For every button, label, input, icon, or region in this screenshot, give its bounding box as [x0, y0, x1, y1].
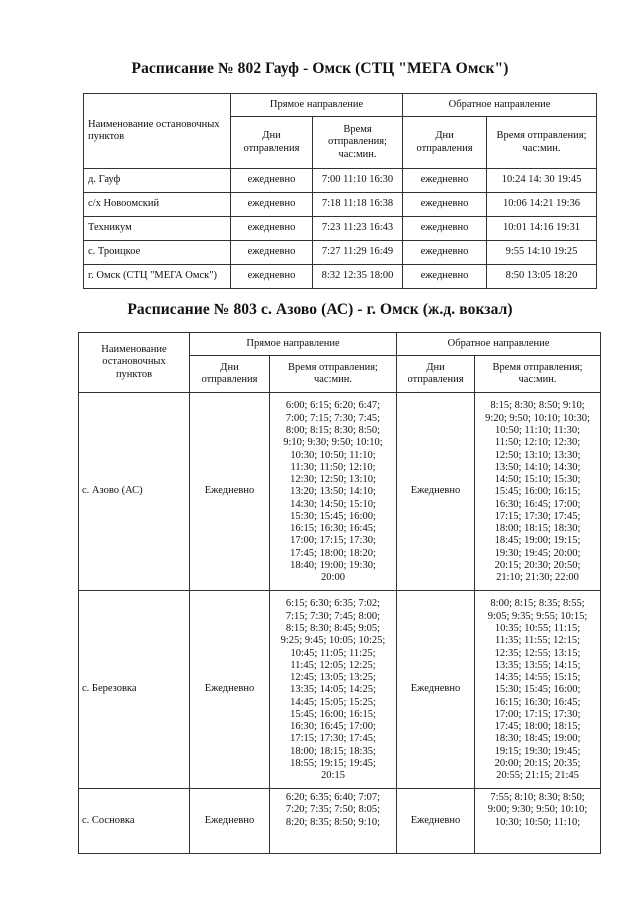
header-stops: Наименование остановочных пунктов	[79, 333, 190, 393]
stop-name: с. Березовка	[79, 591, 190, 789]
header-days-backward: Дни отправления	[397, 356, 475, 393]
header-forward: Прямое направление	[231, 94, 403, 117]
days-backward: ежедневно	[403, 265, 487, 289]
stop-name: Техникум	[84, 217, 231, 241]
table-row	[84, 217, 597, 241]
days-forward: ежедневно	[231, 193, 313, 217]
header-days-forward: Дни отправления	[231, 117, 313, 169]
times-backward: 7:55; 8:10; 8:30; 8:50; 9:00; 9:30; 9:50; 10:10; 10:30; 10:50; 11:10;	[475, 789, 601, 854]
stop-name: с/х Новоомский	[84, 193, 231, 217]
days-backward: ежедневно	[403, 169, 487, 193]
table-row	[84, 169, 597, 193]
table-row	[79, 393, 601, 591]
times-forward: 7:27 11:29 16:49	[313, 241, 403, 265]
header-time-backward: Время отправления; час:мин.	[475, 356, 601, 393]
days-backward: ежедневно	[403, 193, 487, 217]
times-forward: 6:20; 6:35; 6:40; 7:07; 7:20; 7:35; 7:50; 8:05; 8:20; 8:35; 8:50; 9:10;	[270, 789, 397, 854]
table-row	[79, 591, 601, 789]
table-row	[79, 789, 601, 854]
days-backward: ежедневно	[403, 241, 487, 265]
days-forward: Ежедневно	[190, 789, 270, 854]
times-backward: 9:55 14:10 19:25	[487, 241, 597, 265]
days-backward: Ежедневно	[397, 789, 475, 854]
stop-name: г. Омск (СТЦ "МЕГА Омск")	[84, 265, 231, 289]
header-time-forward: Время отправления; час:мин.	[313, 117, 403, 169]
days-forward: ежедневно	[231, 169, 313, 193]
times-backward: 8:15; 8:30; 8:50; 9:10; 9:20; 9:50; 10:10; 10:30; 10:50; 11:10; 11:30; 11:50; 12:10; 12:30; 12:50; 13:10; 13:30; 13:50; 14:10; 14:30; 14:50; 15:10; 15:30; 15:45; 16:00; 16:15; 16:30; 16:45; 17:00; 17:15; 17:30; 17:45; 18:00; 18:15; 18:30; 18:45; 19:00; 19:15; 19:30; 19:45; 20:00; 20:15; 20:30; 20:50; 21:10; 21:30; 22:00	[475, 393, 601, 591]
stop-name: с. Азово (АС)	[79, 393, 190, 591]
table-row	[84, 241, 597, 265]
days-forward: ежедневно	[231, 265, 313, 289]
days-forward: ежедневно	[231, 241, 313, 265]
times-backward: 10:06 14:21 19:36	[487, 193, 597, 217]
schedule-803-table	[78, 332, 601, 854]
times-forward: 7:23 11:23 16:43	[313, 217, 403, 241]
times-backward: 10:24 14: 30 19:45	[487, 169, 597, 193]
times-backward: 8:00; 8:15; 8:35; 8:55; 9:05; 9:35; 9:55; 10:15; 10:35; 10:55; 11:15; 11:35; 11:55; 12:15; 12:35; 12:55; 13:15; 13:35; 13:55; 14:15; 14:35; 14:55; 15:15; 15:30; 15:45; 16:00; 16:15; 16:30; 16:45; 17:00; 17:15; 17:30; 17:45; 18:00; 18:15; 18:30; 18:45; 19:00; 19:15; 19:30; 19:45; 20:00; 20:15; 20:35; 20:55; 21:15; 21:45	[475, 591, 601, 789]
header-stops: Наименование остановочных пунктов	[84, 94, 231, 169]
days-backward: Ежедневно	[397, 393, 475, 591]
header-backward: Обратное направление	[397, 333, 601, 356]
header-days-forward: Дни отправления	[190, 356, 270, 393]
header-days-backward: Дни отправления	[403, 117, 487, 169]
stop-name: д. Гауф	[84, 169, 231, 193]
stop-name: с. Троицкое	[84, 241, 231, 265]
header-time-backward: Время отправления; час:мин.	[487, 117, 597, 169]
days-backward: ежедневно	[403, 217, 487, 241]
schedule-802-table	[83, 93, 597, 289]
stop-name: с. Сосновка	[79, 789, 190, 854]
times-forward: 8:32 12:35 18:00	[313, 265, 403, 289]
times-forward: 7:00 11:10 16:30	[313, 169, 403, 193]
header-time-forward: Время отправления; час:мин.	[270, 356, 397, 393]
times-forward: 6:15; 6:30; 6:35; 7:02; 7:15; 7:30; 7:45; 8:00; 8:15; 8:30; 8:45; 9:05; 9:25; 9:45; 10:05; 10:25; 10:45; 11:05; 11:25; 11:45; 12:05; 12:25; 12:45; 13:05; 13:25; 13:35; 14:05; 14:25; 14:45; 15:05; 15:25; 15:45; 16:00; 16:15; 16:30; 16:45; 17:00; 17:15; 17:30; 17:45; 18:00; 18:15; 18:35; 18:55; 19:15; 19:45; 20:15	[270, 591, 397, 789]
days-forward: ежедневно	[231, 217, 313, 241]
header-forward: Прямое направление	[190, 333, 397, 356]
days-forward: Ежедневно	[190, 591, 270, 789]
times-forward: 6:00; 6:15; 6:20; 6:47; 7:00; 7:15; 7:30; 7:45; 8:00; 8:15; 8:30; 8:50; 9:10; 9:30; 9:50; 10:10; 10:30; 10:50; 11:10; 11:30; 11:50; 12:10; 12:30; 12:50; 13:10; 13:20; 13:50; 14:10; 14:30; 14:50; 15:10; 15:30; 15:45; 16:00; 16:15; 16:30; 16:45; 17:00; 17:15; 17:30; 17:45; 18:00; 18:20; 18:40; 19:00; 19:30; 20:00	[270, 393, 397, 591]
schedule-803-title: Расписание № 803 с. Азово (АС) - г. Омск (ж.д. вокзал)	[127, 301, 513, 318]
times-backward: 8:50 13:05 18:20	[487, 265, 597, 289]
days-backward: Ежедневно	[397, 591, 475, 789]
times-forward: 7:18 11:18 16:38	[313, 193, 403, 217]
table-row	[84, 265, 597, 289]
times-backward: 10:01 14:16 19:31	[487, 217, 597, 241]
schedule-802-title: Расписание № 802 Гауф - Омск (СТЦ "МЕГА Омск")	[131, 60, 509, 77]
header-backward: Обратное направление	[403, 94, 597, 117]
days-forward: Ежедневно	[190, 393, 270, 591]
table-row	[84, 193, 597, 217]
